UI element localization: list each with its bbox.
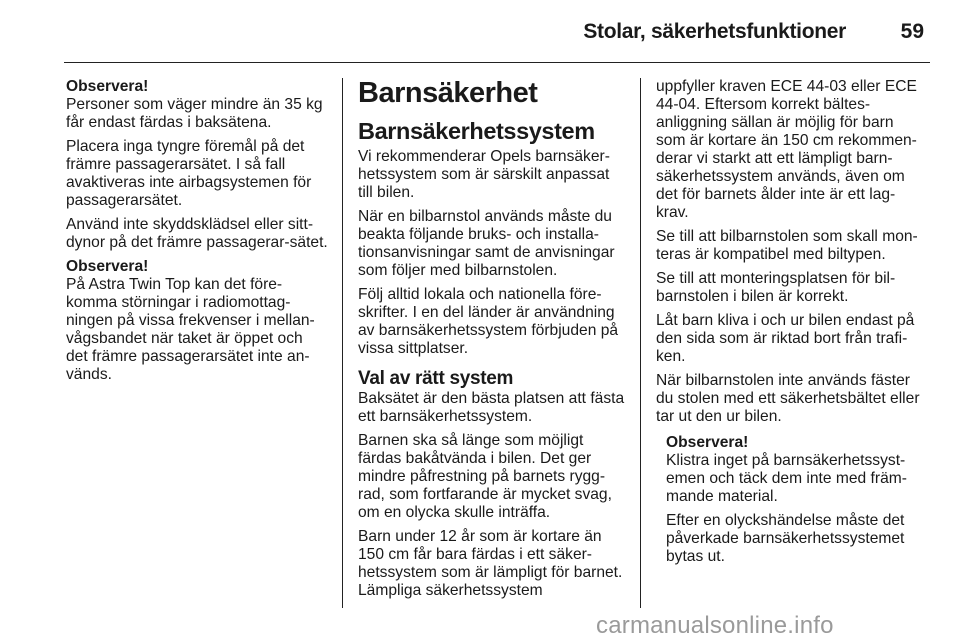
paragraph: Efter en olyckshändelse måste det påverkade barnsäkerhetssystemet bytas ut. <box>666 512 905 565</box>
column-middle <box>358 78 626 606</box>
page-number: 59 <box>900 20 924 43</box>
page-header <box>64 0 930 63</box>
paragraph: Personer som väger mindre än 35 kg får endast färdas i baksätena. <box>66 96 323 131</box>
paragraph: Vi rekommenderar Opels barnsäker-hetssystem som är särskilt anpassat till bilen. <box>358 148 610 201</box>
chapter-heading: Barnsäkerhet <box>358 77 538 109</box>
paragraph: Följ alltid lokala och nationella före-skrifter. I en del länder är användning av barnsäkerhetssystem förbjuden på vissa sittplatser. <box>358 286 619 357</box>
paragraph: Baksätet är den bästa platsen att fästa ett barnsäkerhetssystem. <box>358 390 625 425</box>
watermark: carmanualsonline.info <box>596 612 834 639</box>
paragraph: Placera inga tyngre föremål på det främre passagerarsätet. I så fall avaktiveras inte airbagsystemen för passagerarsätet. <box>66 138 312 209</box>
paragraph: När en bilbarnstol används måste du beakta följande bruks- och installa-tionsanvisningar samt de anvisningar som följer med bilbarnstolen. <box>358 208 615 279</box>
paragraph: Klistra inget på barnsäkerhetssyst-emen och täck dem inte med främ-mande material. <box>666 452 907 505</box>
paragraph: När bilbarnstolen inte används fäster du stolen med ett säkerhetsbältet eller tar ut den ur bilen. <box>656 372 920 425</box>
paragraph: Se till att bilbarnstolen som skall mon-teras är kompatibel med biltypen. <box>656 228 918 263</box>
note-title: Observera! <box>666 434 749 451</box>
column-right <box>656 78 922 572</box>
paragraph: uppfyller kraven ECE 44-03 eller ECE 44-04. Eftersom korrekt bältes-anliggning sällan är möjlig för barn som är kortare än 150 cm rekommen-derar vi starkt att ett lämpligt barn-säkerhetssystem används, även om det för barnets ålder inte är ett lag-krav. <box>656 78 917 221</box>
paragraph: På Astra Twin Top kan det före-komma störningar i radiomottag-ningen på vissa frekvenser i mellan-vågsbandet när taket är öppet och det främre passagerarsätet inte an-vänds. <box>66 276 315 383</box>
column-divider <box>342 78 343 608</box>
paragraph: Låt barn kliva i och ur bilen endast på den sida som är riktad bort från trafi-ken. <box>656 312 915 365</box>
subsection-heading: Val av rätt system <box>358 368 514 389</box>
section-heading: Barnsäkerhetssystem <box>358 118 595 144</box>
note-title: Observera! <box>66 78 149 95</box>
paragraph: Barn under 12 år som är kortare än 150 cm får bara färdas i ett säker-hetssystem som är lämpligt för barnet. Lämpliga säkerhetssystem <box>358 528 623 599</box>
note-title: Observera! <box>66 258 149 275</box>
column-divider <box>640 78 641 608</box>
note-box <box>656 434 922 566</box>
paragraph: Barnen ska så länge som möjligt färdas bakåtvända i bilen. Det ger mindre påfrestning på barnets rygg-rad, som fortfarande är mycket svag, om en olycka skulle inträffa. <box>358 432 612 521</box>
section-title: Stolar, säkerhetsfunktioner <box>583 20 846 43</box>
paragraph: Se till att monteringsplatsen för bil-barnstolen i bilen är korrekt. <box>656 270 896 305</box>
column-left <box>66 78 328 390</box>
paragraph: Använd inte skyddsklädsel eller sitt-dynor på det främre passagerar-sätet. <box>66 216 328 251</box>
